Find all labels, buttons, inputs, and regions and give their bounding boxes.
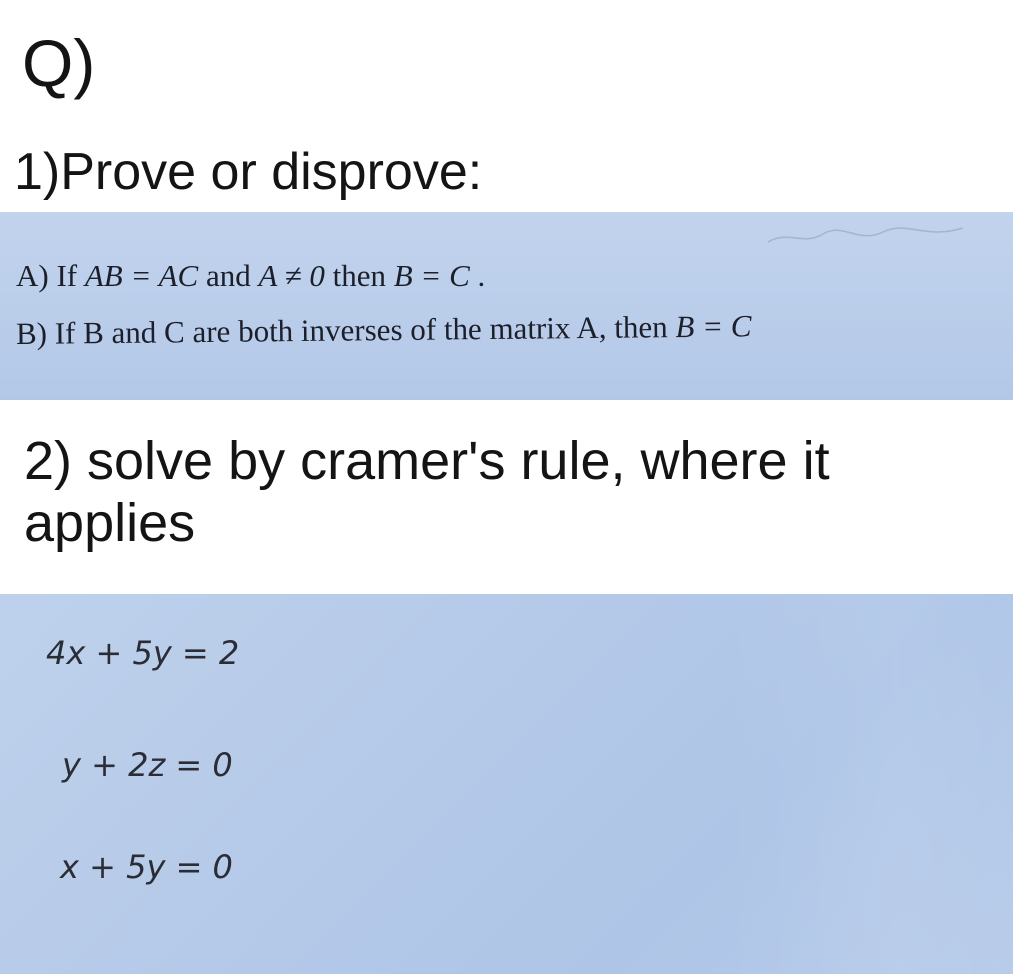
statement-a-connector-2: then [324, 258, 394, 293]
section-2-heading: 2) solve by cramer's rule, where it applies [24, 431, 830, 553]
section-1-heading: 1)Prove or disprove: [14, 143, 483, 201]
statement-b [16, 308, 752, 352]
photo-statements [0, 212, 1013, 400]
statement-a [16, 258, 485, 294]
statement-a-equation-3: B = C [393, 258, 470, 293]
statement-a-prefix: A) If [16, 258, 85, 293]
statement-a-equation-2: A ≠ 0 [258, 258, 325, 293]
equation-2: y + 2z = 0 [62, 746, 233, 784]
statement-b-prefix: B) If B and C are both inverses of the matrix A, then [15, 309, 676, 351]
faint-handwriting-mark [763, 220, 973, 250]
equation-3: x + 5y = 0 [60, 848, 233, 886]
photo-equations [0, 594, 1013, 974]
statement-a-suffix: . [469, 258, 486, 293]
statement-a-connector-1: and [198, 258, 259, 293]
equation-1: 4x + 5y = 2 [46, 634, 240, 672]
question-label: Q) [22, 26, 96, 100]
statement-a-equation-1: AB = AC [84, 258, 199, 293]
statement-b-equation: B = C [675, 308, 752, 345]
